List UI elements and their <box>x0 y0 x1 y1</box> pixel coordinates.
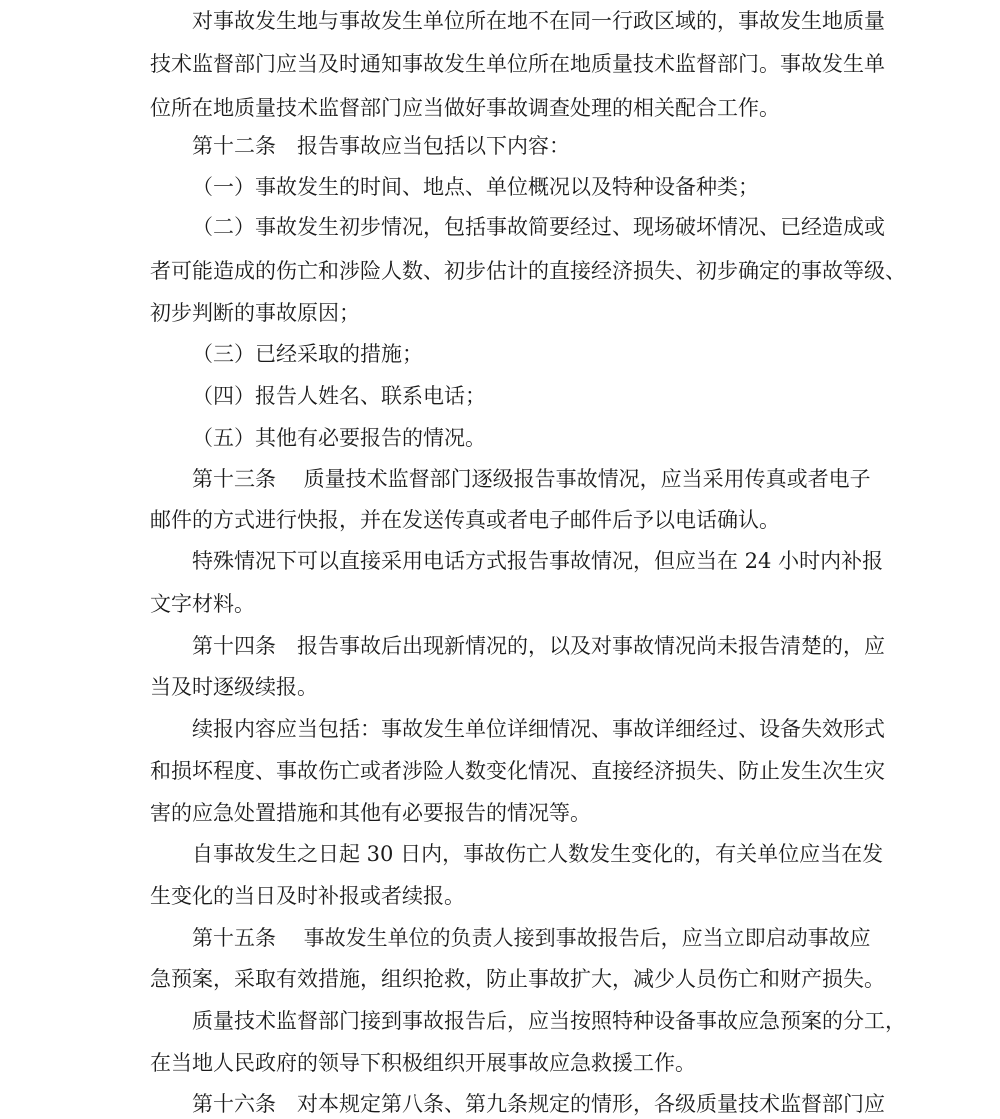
list-item: （五）其他有必要报告的情况。 <box>192 426 486 450</box>
text-line: 者可能造成的伤亡和涉险人数、初步估计的直接经济损失、初步确定的事故等级、 <box>150 259 906 283</box>
text-line: 当及时逐级续报。 <box>150 675 318 699</box>
list-item: （四）报告人姓名、联系电话； <box>192 384 486 408</box>
article-12-heading: 第十二条 报告事故应当包括以下内容： <box>192 134 570 158</box>
text-line: 技术监督部门应当及时通知事故发生单位所在地质量技术监督部门。事故发生单 <box>150 52 885 76</box>
text-line: 在当地人民政府的领导下积极组织开展事故应急救援工作。 <box>150 1051 696 1075</box>
text-line: 初步判断的事故原因； <box>150 301 360 325</box>
article-13-heading: 第十三条 质量技术监督部门逐级报告事故情况，应当采用传真或者电子 <box>192 467 871 491</box>
text-line: 续报内容应当包括：事故发生单位详细情况、事故详细经过、设备失效形式 <box>192 717 885 741</box>
text-line: 文字材料。 <box>150 592 255 616</box>
text-line: 急预案，采取有效措施，组织抢救，防止事故扩大，减少人员伤亡和财产损失。 <box>150 967 885 991</box>
text-line: 和损坏程度、事故伤亡或者涉险人数变化情况、直接经济损失、防止发生次生灾 <box>150 759 885 783</box>
article-14-heading: 第十四条 报告事故后出现新情况的，以及对事故情况尚未报告清楚的，应 <box>192 634 885 658</box>
text-line: 害的应急处置措施和其他有必要报告的情况等。 <box>150 801 591 825</box>
article-15-heading: 第十五条 事故发生单位的负责人接到事故报告后，应当立即启动事故应 <box>192 926 871 950</box>
article-16-heading: 第十六条 对本规定第八条、第九条规定的情形，各级质量技术监督部门应 <box>192 1092 885 1116</box>
text-line: 邮件的方式进行快报，并在发送传真或者电子邮件后予以电话确认。 <box>150 508 780 532</box>
list-item: （三）已经采取的措施； <box>192 342 423 366</box>
text-line: 特殊情况下可以直接采用电话方式报告事故情况，但应当在 24 小时内补报 <box>192 549 884 573</box>
text-line: 位所在地质量技术监督部门应当做好事故调查处理的相关配合工作。 <box>150 96 780 120</box>
list-item: （一）事故发生的时间、地点、单位概况以及特种设备种类； <box>192 175 759 199</box>
text-line: 生变化的当日及时补报或者续报。 <box>150 884 465 908</box>
text-line: 质量技术监督部门接到事故报告后，应当按照特种设备事故应急预案的分工， <box>192 1009 906 1033</box>
text-line: 对事故发生地与事故发生单位所在地不在同一行政区域的，事故发生地质量 <box>192 9 885 33</box>
list-item: （二）事故发生初步情况，包括事故简要经过、现场破坏情况、已经造成或 <box>192 215 885 239</box>
text-line: 自事故发生之日起 30 日内，事故伤亡人数发生变化的，有关单位应当在发 <box>192 842 884 866</box>
